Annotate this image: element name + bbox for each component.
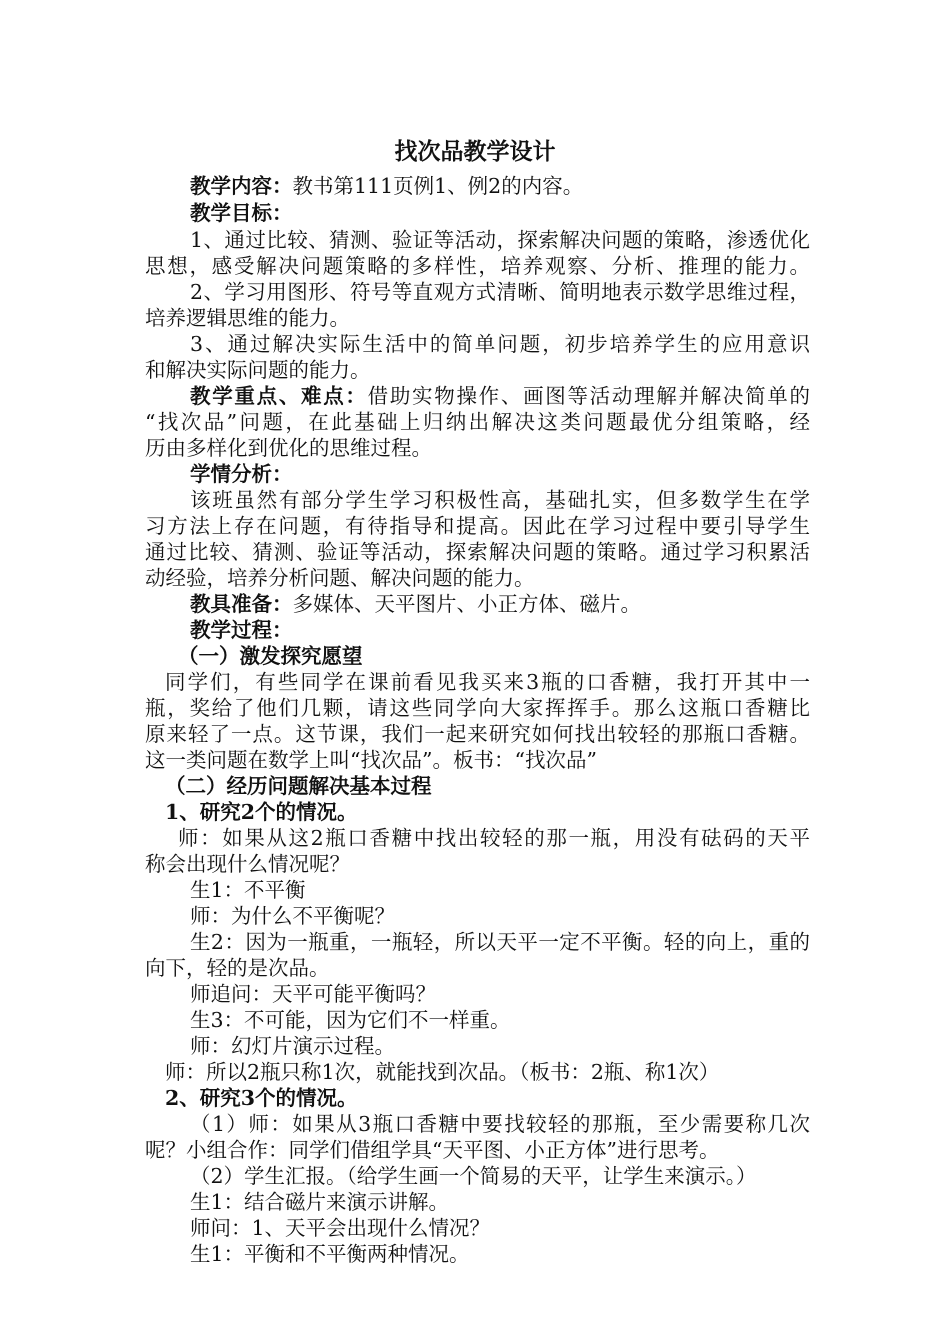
- teacher-line-5: 师：所以2瓶只称1次，就能找到次品。（板书：2瓶、称1次）: [165, 1060, 720, 1084]
- section-2-heading: （二）经历问题解决基本过程: [165, 774, 432, 798]
- key-points-line-3: 历由多样化到优化的思维过程。: [145, 436, 432, 460]
- teacher-line-1b: 称会出现什么情况呢？: [145, 852, 350, 876]
- key-points-text: 借助实物操作、画图等活动理解并解决简单的: [367, 384, 811, 408]
- goal-3-line-2: 和解决实际问题的能力。: [145, 358, 371, 382]
- analysis-heading: 学情分析：: [190, 462, 293, 486]
- section-1-heading: （一）激发探究愿望: [178, 644, 363, 668]
- student-3-line: 生3：不可能，因为它们不一样重。: [190, 1008, 511, 1032]
- goals-heading: 教学目标：: [190, 201, 293, 225]
- tools-label: 教具准备：: [190, 592, 293, 616]
- analysis-line-2: 习方法上存在问题，有待指导和提高。因此在学习过程中要引导学生: [145, 514, 810, 538]
- key-points-line-1: [190, 383, 810, 409]
- goal-1-line-2: 思想，感受解决问题策略的多样性，培养观察、分析、推理的能力。: [145, 254, 810, 278]
- teaching-content-line: [190, 173, 810, 199]
- teacher-line-4: 师：幻灯片演示过程。: [190, 1034, 395, 1058]
- section-1-line-2: 瓶，奖给了他们几颗，请这些同学向大家挥挥手。那么这瓶口香糖比: [145, 696, 810, 720]
- teacher-line-6: 师问：1、天平会出现什么情况？: [190, 1216, 491, 1240]
- document-title: 找次品教学设计: [394, 138, 556, 165]
- teacher-line-3: 师追问：天平可能平衡吗？: [190, 982, 436, 1006]
- teaching-content-label: 教学内容：: [190, 174, 293, 198]
- student-1-line: 生1：不平衡: [190, 878, 306, 902]
- key-points-line-2: “找次品”问题，在此基础上归纳出解决这类问题最优分组策略，经: [145, 410, 810, 434]
- goal-3-line-1: 3、通过解决实际生活中的简单问题，初步培养学生的应用意识: [190, 332, 810, 356]
- tools-line: [190, 591, 810, 617]
- goal-2-line-2: 培养逻辑思维的能力。: [145, 306, 350, 330]
- part-1-line-a: （1）师：如果从3瓶口香糖中要找较轻的那瓶，至少需要称几次: [190, 1112, 810, 1136]
- student-4-line: 生1：结合磁片来演示讲解。: [190, 1190, 450, 1214]
- analysis-line-3: 通过比较、猜测、验证等活动，探索解决问题的策略。通过学习积累活: [145, 540, 810, 564]
- process-heading: 教学过程：: [190, 618, 293, 642]
- section-1-line-1: 同学们，有些同学在课前看见我买来3瓶的口香糖，我打开其中一: [165, 670, 810, 694]
- section-1-line-4: 这一类问题在数学上叫“找次品”。板书：“找次品”: [145, 748, 597, 772]
- teaching-content-text: 教书第111页例1、例2的内容。: [292, 174, 584, 198]
- goal-1-line-1: 1、通过比较、猜测、验证等活动，探索解决问题的策略，渗透优化: [190, 228, 810, 252]
- goal-2-line-1: 2、学习用图形、符号等直观方式清晰、简明地表示数学思维过程，: [190, 280, 810, 304]
- analysis-line-4: 动经验，培养分析问题、解决问题的能力。: [145, 566, 535, 590]
- subsection-1-heading: 1、研究2个的情况。: [165, 800, 358, 824]
- student-2-line-b: 向下，轻的是次品。: [145, 956, 330, 980]
- student-2-line-a: 生2：因为一瓶重，一瓶轻，所以天平一定不平衡。轻的向上，重的: [190, 930, 810, 954]
- part-2-line: （2）学生汇报。（给学生画一个简易的天平，让学生来演示。）: [190, 1164, 757, 1188]
- subsection-2-heading: 2、研究3个的情况。: [165, 1086, 358, 1110]
- teacher-line-1a: 师：如果从这2瓶口香糖中找出较轻的那一瓶，用没有砝码的天平: [178, 826, 810, 850]
- section-1-line-3: 原来轻了一点。这节课，我们一起来研究如何找出较轻的那瓶口香糖。: [145, 722, 810, 746]
- analysis-line-1: 该班虽然有部分学生学习积极性高，基础扎实，但多数学生在学: [190, 488, 810, 512]
- part-1-line-b: 呢？小组合作：同学们借组学具“天平图、小正方体”进行思考。: [145, 1138, 720, 1162]
- tools-text: 多媒体、天平图片、小正方体、磁片。: [292, 592, 641, 616]
- teacher-line-2: 师：为什么不平衡呢？: [190, 904, 395, 928]
- student-5-line: 生1：平衡和不平衡两种情况。: [190, 1242, 470, 1266]
- key-points-label: 教学重点、难点：: [190, 384, 368, 408]
